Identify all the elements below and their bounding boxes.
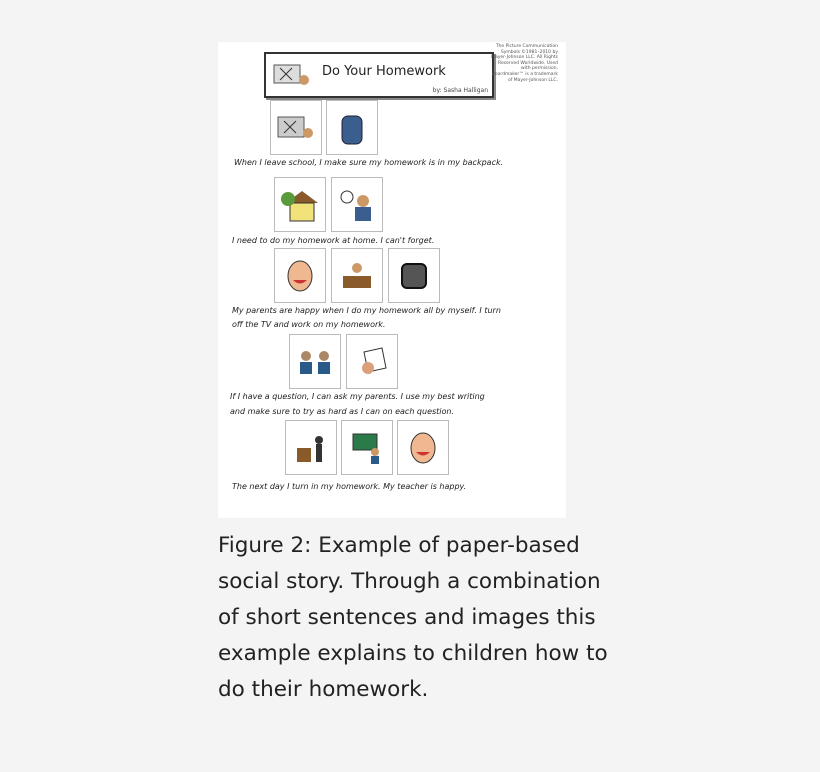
figure-caption: Figure 2: Example of paper-based social story. Through a combination of short sentences and images this example explains to children how to do their homework. — [218, 533, 608, 702]
sentence-1: When I leave school, I make sure my homework is in my backpack. — [234, 158, 504, 167]
tv-symbol — [388, 248, 440, 303]
home-symbol — [274, 177, 326, 232]
turn-in-symbol — [285, 420, 337, 475]
happy-face-icon — [405, 430, 441, 466]
sentence-4b: and make sure to try as hard as I can on each question. — [230, 407, 455, 416]
homework-icon — [272, 62, 312, 88]
remember-symbol — [331, 177, 383, 232]
story-author: by: Sasha Halligan — [432, 87, 488, 94]
homework-symbol — [270, 100, 322, 155]
house-icon — [280, 187, 320, 223]
sentence-4a: If I have a question, I can ask my parents. I use my best writing — [230, 392, 485, 401]
sentence-3a: My parents are happy when I do my homework all by myself. I turn — [232, 306, 501, 315]
thinking-person-icon — [337, 187, 377, 223]
parents-icon — [295, 344, 335, 380]
happy-teacher-symbol — [397, 420, 449, 475]
teacher-symbol — [341, 420, 393, 475]
backpack-symbol — [326, 100, 378, 155]
writing-symbol — [346, 334, 398, 389]
desk-icon — [339, 258, 375, 294]
title-banner — [264, 52, 494, 98]
happy-face-symbol — [274, 248, 326, 303]
classroom-icon — [293, 430, 329, 466]
copyright-notice: The Picture Communication Symbols ©1981–2010 by Mayer-Johnson LLC. All Rights Reserved Worldwide. Used with permission. Boardmaker™ is a trademark of Mayer-Johnson LLC. — [491, 44, 558, 83]
sentence-3b: off the TV and work on my homework. — [232, 320, 386, 329]
sentence-5: The next day I turn in my homework. My teacher is happy. — [232, 482, 467, 491]
backpack-icon — [337, 110, 367, 146]
ask-parents-symbol — [289, 334, 341, 389]
happy-face-icon — [282, 258, 318, 294]
teacher-icon — [349, 430, 385, 466]
tv-icon — [396, 258, 432, 294]
desk-work-symbol — [331, 248, 383, 303]
homework-icon — [276, 113, 316, 143]
writing-hand-icon — [354, 344, 390, 380]
sentence-2: I need to do my homework at home. I can't forget. — [232, 236, 435, 245]
social-story-document — [218, 42, 566, 518]
story-title: Do Your Homework — [322, 64, 446, 79]
